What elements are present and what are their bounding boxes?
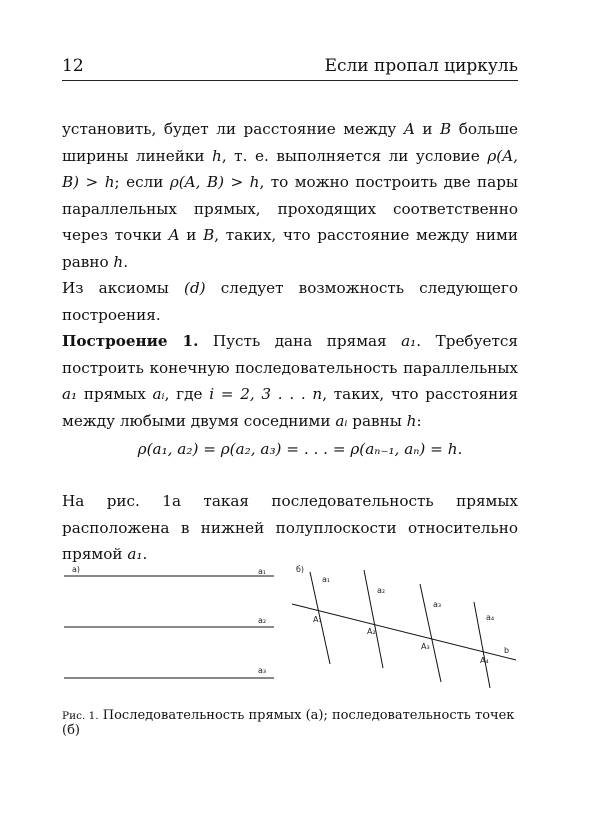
label-A2: A₂ [367, 627, 376, 636]
construction-heading: Построение 1. [62, 332, 199, 350]
page-number: 12 [62, 56, 84, 76]
figure-a-tag: а) [72, 565, 81, 574]
label-A1: A₁ [313, 615, 322, 624]
paragraph-construction: Построение 1. Пусть дана прямая a₁. Требуется построить конечную последовательность параллельных a₁ прямых aᵢ, где i = 2, 3 . . . n, таких, что расстояния между любыми двумя соседними aᵢ равны h: [62, 332, 518, 430]
label-a1: a₁ [258, 567, 267, 576]
header-rule [62, 80, 518, 81]
label-a2: a₂ [258, 616, 267, 625]
running-title: Если пропал циркуль [324, 56, 518, 76]
label-A4: A₄ [480, 656, 489, 665]
page-header [62, 56, 518, 80]
transversal-b [292, 604, 516, 660]
label-b: b [504, 646, 510, 655]
label-b-a4: a₄ [486, 613, 495, 622]
body-text [62, 116, 518, 434]
label-b-a2: a₂ [377, 586, 386, 595]
paragraph-figure-ref: На рис. 1а такая последовательность прямых расположена в нижней полуплоскости относительно прямой a₁. [62, 492, 518, 563]
paragraph-axiom: Из аксиомы (d) следует возможность следующего построения. [62, 279, 519, 324]
label-a3: a₃ [258, 666, 267, 675]
line-b-a3 [420, 584, 441, 682]
figure-b-tag: б) [296, 565, 305, 574]
label-A3: A₃ [421, 642, 430, 651]
figure-1 [58, 556, 528, 696]
line-b-a2 [364, 570, 386, 668]
label-b-a3: a₃ [433, 600, 442, 609]
figure-caption: Рис. 1. Последовательность прямых (а); последовательность точек (б) [62, 708, 515, 738]
display-formula: ρ(a₁, a₂) = ρ(a₂, a₃) = . . . = ρ(aₙ₋₁, aₙ) = h. [137, 440, 463, 458]
label-b-a1: a₁ [322, 575, 331, 584]
paragraph-distance-check: установить, будет ли расстояние между A и B больше ширины линейки h, т. е. выполняется ли условие ρ(A, B) > h; если ρ(A, B) > h, то можно построить две пары параллельных прямых, проходящих соответственно через точки A и B, таких, что расстояние между ними равно h. [62, 120, 519, 271]
